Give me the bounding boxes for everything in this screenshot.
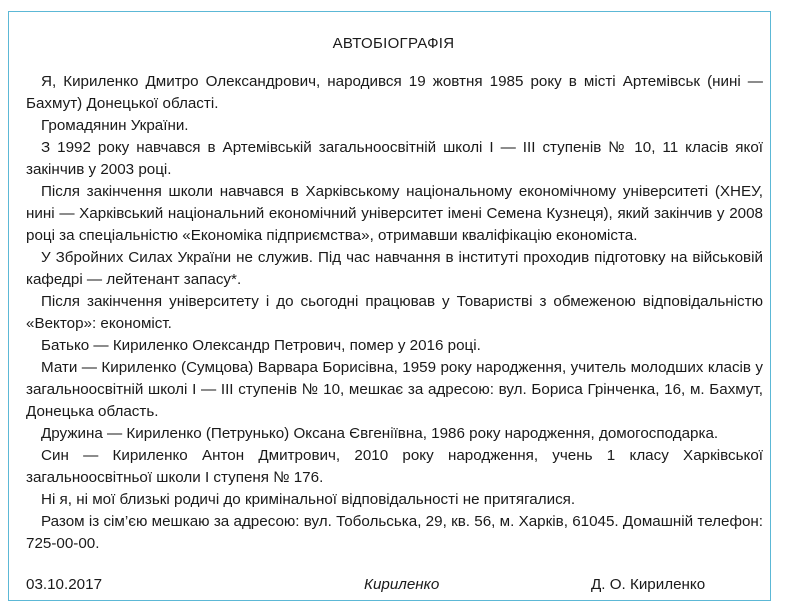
footer-full-name: Д. О. Кириленко <box>591 576 706 593</box>
paragraph-work: Після закінчення університету і до сьогодні працював у Товаристві з обмеженою відповідальністю «Вектор»: економіст. <box>26 293 763 332</box>
document-title: АВТОБІОГРАФІЯ <box>332 35 455 52</box>
paragraph-military: У Збройних Силах України не служив. Під час навчання в інституті проходив підготовку на військовій кафедрі — лейтенант запасу*. <box>26 249 763 288</box>
paragraph-wife: Дружина — Кириленко (Петрунько) Оксана Євгеніївна, 1986 року народження, домогосподарка. <box>41 425 719 442</box>
footer-date: 03.10.2017 <box>26 576 103 593</box>
paragraph-citizenship: Громадянин України. <box>41 117 189 134</box>
paragraph-son: Син — Кириленко Антон Дмитрович, 2010 року народження, учень 1 класу Харківської загальноосвітньої школи І ступеня № 176. <box>26 447 763 486</box>
footer-signature: Кириленко <box>364 576 440 593</box>
paragraph-address: Разом із сім’єю мешкаю за адресою: вул. Тобольська, 29, кв. 56, м. Харків, 61045. Домашній телефон: 725-00-00. <box>26 513 763 552</box>
paragraph-university: Після закінчення школи навчався в Харківському національному економічному університеті (ХНЕУ, нині — Харківський національний економічний університет імені Семена Кузнеця), який закінчив у 2008 році за спеціальністю «Економіка підприємства», отримавши кваліфікацію економіста. <box>26 183 763 244</box>
paragraph-father: Батько — Кириленко Олександр Петрович, помер у 2016 році. <box>41 337 481 354</box>
document-body <box>26 71 763 555</box>
paragraph-birth: Я, Кириленко Дмитро Олександрович, народився 19 жовтня 1985 року в місті Артемівськ (нині — Бахмут) Донецької області. <box>26 73 763 112</box>
paragraph-school: З 1992 року навчався в Артемівській загальноосвітній школі І — ІІІ ступенів № 10, 11 класів якої закінчив у 2003 році. <box>26 139 763 178</box>
paragraph-mother: Мати — Кириленко (Сумцова) Варвара Борисівна, 1959 року народження, учитель молодших класів у загальноосвітній школі І — ІІІ ступенів № 10, мешкає за адресою: вул. Бориса Грінченка, 16, м. Бахмут, Донецька область. <box>26 359 763 420</box>
paragraph-criminal-record: Ні я, ні мої близькі родичі до кримінальної відповідальності не притягалися. <box>41 491 576 508</box>
